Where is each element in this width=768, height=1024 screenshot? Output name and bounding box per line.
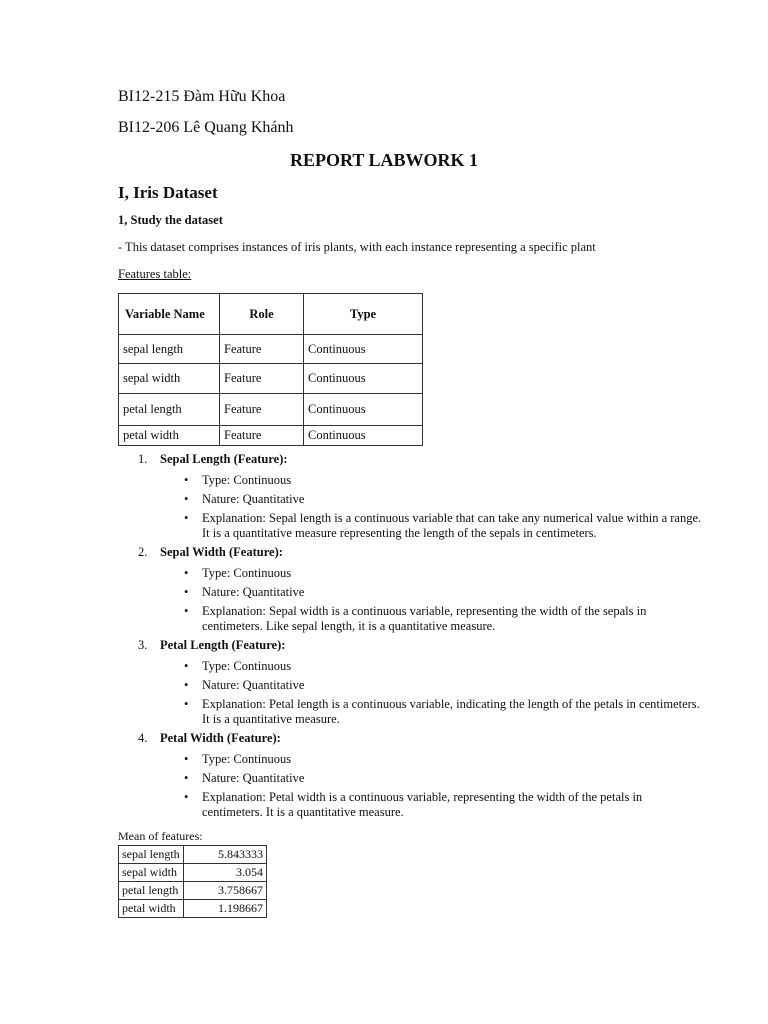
list-number: 2. xyxy=(138,545,148,559)
bullet-icon: • xyxy=(184,566,189,580)
table-row xyxy=(119,882,267,900)
list-number: 4. xyxy=(138,731,148,745)
table-cell: Feature xyxy=(220,364,304,394)
bullet-icon: • xyxy=(184,492,189,506)
list-item-title: Petal Length (Feature): xyxy=(160,638,286,652)
features-table xyxy=(118,293,423,446)
list-item-title: Petal Width (Feature): xyxy=(160,731,281,745)
author-line: BI12-206 Lê Quang Khánh xyxy=(118,119,294,136)
table-row xyxy=(119,364,423,394)
column-header: Role xyxy=(220,294,304,335)
bullet-icon: • xyxy=(184,678,189,692)
bullet-text: Nature: Quantitative xyxy=(202,771,305,785)
table-cell: petal length xyxy=(119,882,184,900)
bullet-icon: • xyxy=(184,604,189,618)
bullet-text: Explanation: Petal length is a continuous variable, indicating the length of the petals in centimeters. It is a quantitative measure. xyxy=(202,697,700,726)
bullet-icon: • xyxy=(184,752,189,766)
bullet-text: Explanation: Sepal width is a continuous variable, representing the width of the sepals in centimeters. Like sepal length, it is a quantitative measure. xyxy=(202,604,647,633)
table-cell: Continuous xyxy=(304,426,423,446)
bullet-icon: • xyxy=(184,697,189,711)
table-cell: Continuous xyxy=(304,394,423,426)
feature-description-list xyxy=(118,449,718,821)
table-cell: sepal width xyxy=(119,364,220,394)
table-cell: 1.198667 xyxy=(184,900,267,918)
bullet-icon: • xyxy=(184,790,189,804)
column-header: Type xyxy=(304,294,423,335)
table-cell: 5.843333 xyxy=(184,846,267,864)
bullet-text: Type: Continuous xyxy=(202,659,292,673)
table-cell: petal length xyxy=(119,394,220,426)
bullet-text: Nature: Quantitative xyxy=(202,678,305,692)
list-item xyxy=(118,635,718,727)
list-number: 3. xyxy=(138,638,148,652)
bullet-icon: • xyxy=(184,511,189,525)
table-cell: petal width xyxy=(119,900,184,918)
table-row xyxy=(119,900,267,918)
bullet-text: Explanation: Sepal length is a continuous variable that can take any numerical value within a range. It is a quantitative measure representing the length of the sepals in centimeters. xyxy=(202,511,702,540)
table-row xyxy=(119,335,423,364)
mean-table xyxy=(118,845,267,918)
table-row xyxy=(119,426,423,446)
intro-paragraph: - This dataset comprises instances of iris plants, with each instance representing a specific plant xyxy=(118,240,596,254)
list-item xyxy=(118,542,718,634)
author-line: BI12-215 Đàm Hữu Khoa xyxy=(118,88,286,105)
table-cell: sepal length xyxy=(119,846,184,864)
features-caption: Features table: xyxy=(118,267,192,281)
section-heading: I, Iris Dataset xyxy=(118,183,218,202)
table-cell: petal width xyxy=(119,426,220,446)
table-cell: Feature xyxy=(220,426,304,446)
table-cell: 3.758667 xyxy=(184,882,267,900)
table-cell: sepal width xyxy=(119,864,184,882)
column-header: Variable Name xyxy=(119,294,220,335)
list-item-title: Sepal Width (Feature): xyxy=(160,545,283,559)
table-header-row xyxy=(119,294,423,335)
table-row xyxy=(119,394,423,426)
table-row xyxy=(119,864,267,882)
table-cell: Continuous xyxy=(304,335,423,364)
bullet-icon: • xyxy=(184,585,189,599)
bullet-icon: • xyxy=(184,659,189,673)
mean-caption: Mean of features: xyxy=(118,829,203,843)
list-number: 1. xyxy=(138,452,148,466)
table-row xyxy=(119,846,267,864)
list-item xyxy=(118,449,718,541)
bullet-text: Nature: Quantitative xyxy=(202,585,305,599)
bullet-text: Nature: Quantitative xyxy=(202,492,305,506)
bullet-icon: • xyxy=(184,771,189,785)
bullet-text: Type: Continuous xyxy=(202,566,292,580)
bullet-text: Type: Continuous xyxy=(202,473,292,487)
list-item-title: Sepal Length (Feature): xyxy=(160,452,288,466)
page-title: REPORT LABWORK 1 xyxy=(289,150,479,170)
subsection-heading: 1, Study the dataset xyxy=(118,213,223,227)
table-cell: Feature xyxy=(220,335,304,364)
table-cell: 3.054 xyxy=(184,864,267,882)
table-cell: sepal length xyxy=(119,335,220,364)
bullet-text: Type: Continuous xyxy=(202,752,292,766)
table-cell: Continuous xyxy=(304,364,423,394)
bullet-text: Explanation: Petal width is a continuous variable, representing the width of the petals in centimeters. It is a quantitative measure. xyxy=(202,790,643,819)
table-cell: Feature xyxy=(220,394,304,426)
list-item xyxy=(118,728,718,820)
bullet-icon: • xyxy=(184,473,189,487)
